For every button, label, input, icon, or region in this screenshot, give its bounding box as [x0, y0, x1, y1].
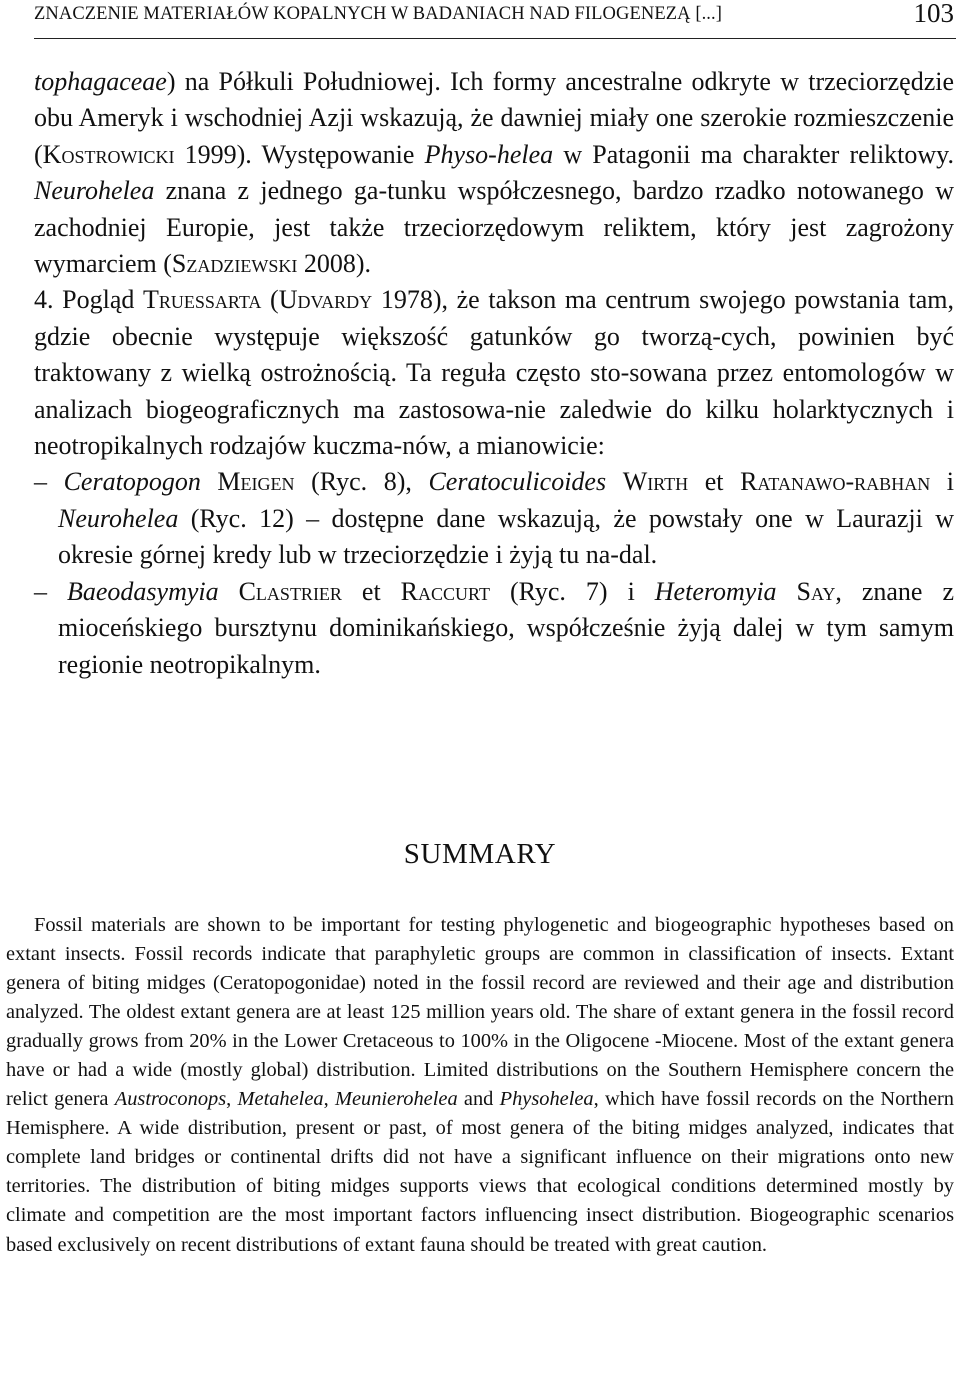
text-run [777, 577, 797, 606]
running-title: ZNACZENIE MATERIAŁÓW KOPALNYCH W BADANIACH NAD FILOGENEZĄ [...] [34, 4, 723, 24]
author-name: Truessarta [143, 285, 262, 315]
summary-heading: SUMMARY [403, 838, 557, 870]
author-name: Meigen [217, 467, 295, 497]
taxon-name: Meunierohelea [334, 1088, 458, 1111]
taxon-name: Austroconops [114, 1088, 227, 1111]
text-run: , [226, 1088, 238, 1111]
dash: – [34, 576, 67, 606]
text-run: 2008). [297, 249, 371, 279]
text-run: (Ryc. 12) – dostępne dane wskazują, że powstały one w Laurazji w okresie górnej kredy lub w trzeciorzędzie i żyją tu na-dal. [58, 503, 954, 570]
main-text [34, 64, 954, 683]
author-name: Raccurt [400, 576, 490, 606]
text-run: znana z jednego ga-tunku współczesnego, bardzo rzadko notowanego w zachodniej Europie, jest także trzeciorzędowym reliktem, który jest zagrożony wymarciem ( [34, 176, 954, 279]
text-run: w Patagonii ma charakter reliktowy. [553, 139, 954, 169]
text-run: et [341, 576, 401, 606]
text-run: 1999). Występowanie [174, 139, 425, 169]
taxon-name: Neurohelea [58, 503, 179, 533]
taxon-name: Ceratoculicoides [428, 467, 607, 497]
author-name: Clastrier [238, 576, 342, 606]
list-item-baeodasymyia [34, 574, 954, 683]
paragraph-point-4 [34, 282, 954, 464]
taxon-name: Heteromyia [654, 576, 777, 606]
page-header [34, 0, 956, 39]
taxon-name: tophagaceae [34, 67, 167, 96]
taxon-name: Physohelea [499, 1088, 594, 1111]
author-name: Wirth [622, 467, 689, 497]
summary-paragraph [6, 911, 954, 1260]
text-run: (Ryc. 8), [294, 467, 429, 497]
text-run: 4. Pogląd [34, 285, 144, 315]
author-name: Kostrowicki [42, 139, 175, 169]
text-run: ) na Półkuli Południowej. Ich formy ancestralne odkryte w trzeciorzędzie obu Ameryk i wschodniej Azji wskazują, że dawniej miały one szerokie rozmieszczenie ( [34, 67, 954, 169]
author-name: Szadziewski [171, 249, 298, 279]
text-run: and [457, 1088, 500, 1111]
text-run: ( [261, 285, 279, 315]
taxon-name: Physo-helea [424, 139, 554, 169]
text-run: et [688, 467, 741, 497]
paragraph-physohelea [34, 64, 954, 282]
dash: – [34, 467, 64, 497]
list-item-ceratopogon [34, 464, 954, 573]
taxon-name: Baeodasymyia [66, 576, 219, 606]
text-run [219, 577, 239, 606]
taxon-name: Ceratopogon [63, 467, 201, 497]
text-run: , [323, 1088, 335, 1111]
text-run [606, 467, 623, 496]
text-run: 1978), że takson ma centrum swojego powstania tam, gdzie obecnie występuje większość gatunków go tworzą-cych, powinien być traktowany z wielką ostrożnością. Ta reguła często sto-sowana przez entomologów w analizach biogeograficznych ma zastosowa-nie zaledwie do kilku holarktycznych i neotropikalnych rodzajów kuczma-nów, a mianowicie: [34, 285, 954, 461]
text-run: (Ryc. 7) i [489, 576, 655, 606]
author-name: Ratanawo-rabhan [740, 467, 931, 497]
text-run: Fossil materials are shown to be important for testing phylogenetic and biogeographic hypotheses based on extant insects. Fossil records indicate that paraphyletic groups are common in classification of insects. Extant genera of biting midges (Ceratopogonidae) noted in the fossil record are reviewed and their age and distribution analyzed. The oldest extant genera are at least 125 million years old. The share of extant genera in the fossil record gradually grows from 20% in the Lower Cretaceous to 100% in the Oligocene -Miocene. Most of the extant genera have or had a wide (mostly global) distribution. Limited distributions on the Southern Hemisphere concern the relict genera [6, 914, 954, 1111]
text-run: , znane z mioceńskiego bursztynu dominikańskiego, współcześnie żyją dalej w tym samym regionie neotropikalnym. [58, 576, 954, 679]
taxon-name: Neurohelea [34, 176, 155, 206]
taxon-name: Metahelea [237, 1088, 324, 1111]
text-run: i [930, 467, 954, 497]
text-run [201, 467, 218, 496]
text-run: , which have fossil records on the Northern Hemisphere. A wide distribution, present or past, of most genera of the biting midges analyzed, indicates that complete land bridges or continental drifts did not have a significant influence on their migrations onto new territories. The distribution of biting midges supports views that ecological conditions determined mostly by climate and competition are the most important factors influencing insect distribution. Biogeographic scenarios based exclusively on recent distributions of extant fauna should be treated with great caution. [6, 1088, 954, 1256]
summary-abstract [6, 911, 954, 1260]
author-name: Say [796, 576, 836, 606]
author-name: Udvardy [278, 285, 373, 315]
page-number: 103 [913, 0, 954, 28]
